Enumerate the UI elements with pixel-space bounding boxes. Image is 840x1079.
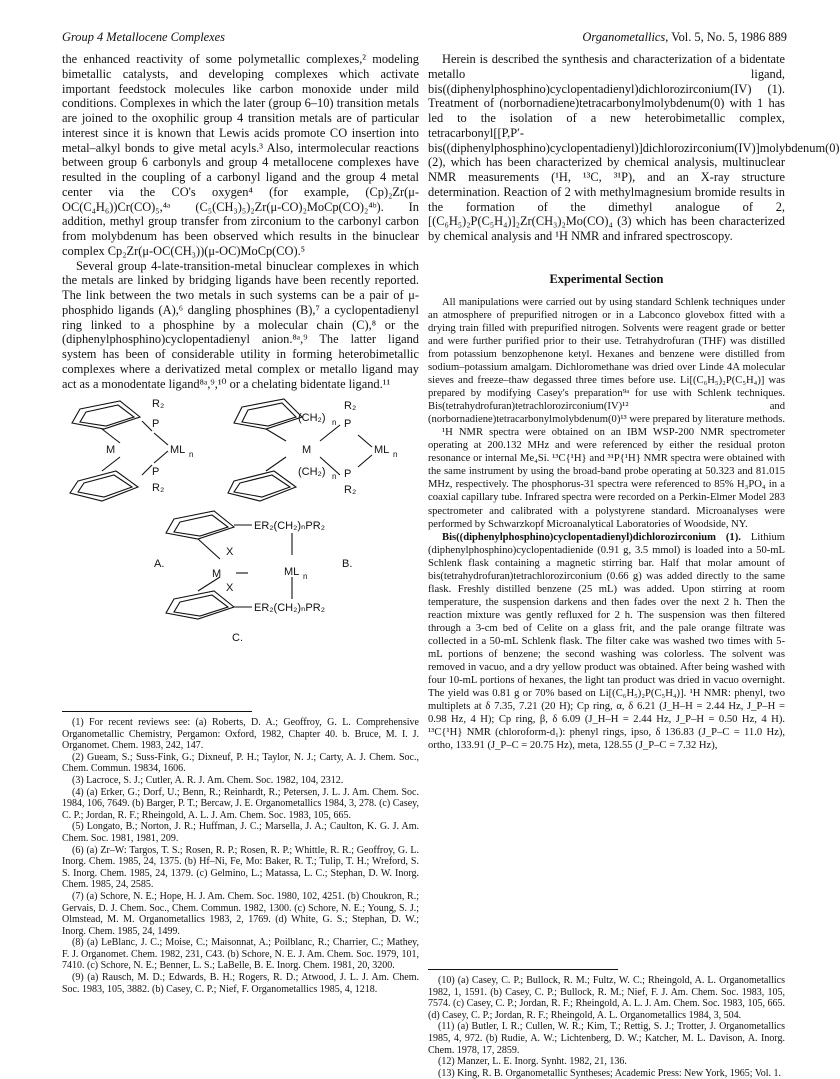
figure-label: n	[303, 572, 308, 581]
footnote: (7) (a) Schore, N. E.; Hope, H. J. Am. Chem. Soc. 1980, 102, 4251. (b) Choukron, R.; Gervais, D. J. Chem. Soc., Chem. Commun. 1982, 1300. (c) Schore, N. E.; Young, S. J.; Olmstead, M. M. Organometallics 1983, 2, 1769. (d) White, G. S.; Stephan, D. W.; Inorg. Chem. 1985, 24, 1499.	[62, 890, 419, 937]
left-footnotes	[62, 702, 419, 995]
footnote: (6) (a) Zr–W: Targos, T. S.; Rosen, R. P.; Rosen, R. P.; Whittle, R. R.; Geoffroy, G. L. Inorg. Chem. 1985, 24, 1375. (b) Hf–Ni, Fe, Mo: Baker, R. T.; Tulip, T. H.; Wreford, S. S. Inorg. Chem. 1985, 24, 1379. (c) Gelmino, L.; Matassa, L. C.; Stephan, D. W. Inorg. Chem. 1985, 24, 2585.	[62, 844, 419, 891]
left-column	[62, 52, 419, 391]
right-footnotes	[428, 960, 785, 1079]
experimental-paragraph-1: All manipulations were carried out by using standard Schlenk techniques under an atmosphere of prepurified nitrogen or in a Labconco glovebox fitted with a drying train filled with prepurified nitrogen. Solvents were reagent grade or better and were further purified prior to their use. Tetrahydrofuran (THF) was distilled from potassium benzophenone ketyl. Hexanes and benzene were distilled from sodium–potassium amalgam. Dichloromethane was dried over Linde 4A molecular sieves and freeze–thaw degassed three times before use. Li[(C₆H₅)₂P(C₅H₄)] was prepared by modifying Casey's preparation⁹ᵃ for use with Schlenk techniques. Bis(tetrahydrofuran)tetrachlorozirconium(IV)¹² and (norbornadiene)tetracarbonylmolybdenum(0)¹³ were prepared by literature methods.	[428, 296, 785, 426]
figure-label: R₂	[152, 482, 165, 494]
intro-paragraph-2: Several group 4-late-transition-metal binuclear complexes in which the metals are linked by bridging ligands have been recently reported. The link between the two metals in such systems can be a pair of μ-phosphido ligands (A),⁶ dangling phosphines (B),⁷ a cyclopentadienyl ring linked to a phosphine by a molecular chain (C),⁸ or the (diphenylphosphino)cyclopentadienyl anion.⁸ᵃ,⁹ The latter ligand system has been of considerable utility in forming heterobimetallic complexes where a derivatized metal complex or metallo ligand may act as a monodentate ligand⁸ᵃ,⁹,¹⁰ or a chelating bidentate ligand.¹¹	[62, 258, 419, 391]
footnote: (3) Lacroce, S. J.; Cutler, A. R. J. Am. Chem. Soc. 1982, 104, 2312.	[72, 774, 344, 786]
structure-figure	[62, 395, 419, 695]
running-header-right	[582, 30, 787, 45]
footnote: (11) (a) Butler, I. R.; Cullen, W. R.; Kim, T.; Rettig, S. J.; Trotter, J. Organometallics 1985, 4, 972. (b) Rudie, A. W.; Lichtenberg, D. W.; Katcher, M. L. Davison, A. Inorg. Chem. 1978, 17, 2859.	[428, 1021, 785, 1056]
figure-label: B.	[342, 558, 353, 570]
footnote: (4) (a) Erker, G.; Dorf, U.; Benn, R.; Reinhardt, R.; Petersen, J. L. J. Am. Chem. Soc. 1984, 106, 7649. (b) Barger, P. T.; Bercaw, J. E. Organometallics 1984, 3, 278. (c) Casey, C. P.; Jordan, R. F.; Rheingold, A. L. J. Am. Chem. Soc. 1983, 105, 665.	[62, 786, 419, 821]
figure-label: M	[212, 568, 222, 580]
figure-label: R₂	[344, 484, 357, 496]
section-heading: Experimental Section	[549, 271, 664, 286]
figure-label: R₂	[344, 400, 357, 412]
figure-label: P	[152, 418, 160, 430]
figure-label: ML	[284, 566, 300, 578]
footnote: (1) For recent reviews see: (a) Roberts, D. A.; Geoffroy, G. L. Comprehensive Organometallic Chemistry, Pergamon: Oxford, 1982, Chapter 40. b. Bruce, M. I. J. Organomet. Chem. 1983, 242, 147.	[62, 717, 419, 752]
figure-label: P	[344, 468, 352, 480]
footnote-rule	[428, 969, 618, 970]
footnote: (8) (a) LeBlanc, J. C.; Moise, C.; Maisonnat, A.; Poilblanc, R.; Charrier, C.; Mathey, F. J. Organomet. Chem. 1982, 231, C43. (b) Schore, N. E. J. Am. Chem. Soc. 1979, 101, 7410. (c) Schore, N. E.; Benner, L. S.; LaBelle, B. E. Inorg. Chem. 1981, 20, 3200.	[62, 937, 419, 972]
footnote: (2) Gueam, S.; Suss-Fink, G.; Dixneuf, P. H.; Taylor, N. J.; Carty, A. J. Chem. Soc., Chem. Commun. 19834, 1606.	[62, 751, 419, 775]
figure-label: P	[344, 418, 352, 430]
procedure-text: Lithium (diphenylphosphino)cyclopentadienide (0.91 g, 3.5 mmol) is loaded into a 50-mL Schlenk flask containing a magnetic stirring bar. Half that molar amount of bis(tetrahydrofuran)tetrachlorozirconium (0.66 g) was added directly to the same flask. Freshly distilled benzene (25 mL) was added. Upon stirring at room temperature, the suspension darkens and then fades over the next 2 h. Then the reaction mixture was gently refluxed for 2 h. The suspension was then filtered through a 3-cm bed of Celite on a glass frit, and the pale orange filtrate was collected in a 50-mL Schlenk flask. The filter cake was washed two times with 5-mL portions of benzene; the second washing was colorless. The solvent was removed in vacuo, and a dry yellow product was obtained. After being washed with four 10-mL portions of hexanes, the light tan product was dried in vacuo overnight. The yield was 0.81 g or 70% based on Li[(C₆H₅)₂P(C₅H₄)]. ¹H NMR: phenyl, two multiplets at δ 7.35, 7.21 (20 H); Cp ring, α, δ 6.21 (J_H–H = 2.44 Hz, J_P–H = 0.98 Hz, 4 H); Cp ring, β, δ 6.09 (J_H–H = 2.44 Hz, J_P–H = 0.50 Hz, 4 H). ¹³C{¹H} NMR (chloroform-d₁): phenyl rings, ipso, δ 136.83 (J_P–C = 11.0 Hz), ortho, 133.91 (J_P–C = 20.75 Hz), meta, 128.55 (J_P–C = 7.32 Hz),	[428, 531, 785, 752]
experimental-paragraph-3	[428, 531, 785, 753]
right-column	[428, 52, 840, 752]
figure-label: X	[226, 582, 234, 594]
figure-label: ER₂(CH₂)ₙPR₂	[254, 520, 325, 532]
figure-label: n	[332, 418, 337, 427]
footnote: (5) Longato, B.; Norton, J. R.; Huffman, J. C.; Marsella, J. A.; Caulton, K. G. J. Am. Chem. Soc. 1981, 1981, 209.	[62, 821, 419, 844]
intro-paragraph-1: the enhanced reactivity of some polymetallic complexes,² modeling bimetallic catalysts, and developing complexes which activate important feedstock molecules like carbon monoxide under mild conditions. Complexes in which the later (group 6–10) transition metals are joined to the oxophilic group 4 transition metals are of particular interest since it is known that Lewis acids promote CO insertion into metal–alkyl bonds to give metal acyls.³ Also, intermolecular reactions between group 6 carbonyls and group 4 metallocene complexes have resulted in the coupling of a carbonyl ligand and the group 4 metal center via the CO's oxygen⁴ (for example, (Cp)₂Zr(μ-OC(C₄H₆))Cr(CO)₅,⁴ᵃ (C₅(CH₃)₅)₂Zr(μ-CO)₂MoCp(CO)₂⁴ᵇ). In addition, methyl group transfer from zirconium to the carbonyl carbon from molybdenum has been observed which results in the binuclear complex Cp₂Zr(μ-OC(CH₃))(μ-OC)MoCp(CO).⁵	[62, 52, 419, 258]
footnote: (13) King, R. B. Organometallic Syntheses; Academic Press: New York, 1965; Vol. 1.	[438, 1067, 782, 1079]
figure-label: n	[332, 472, 337, 481]
footnote: (9) (a) Rausch, M. D.; Edwards, B. H.; Rogers, R. D.; Atwood, J. L. J. Am. Chem. Soc. 1983, 105, 3882. (b) Casey, C. P.; Nief, F. Organometallics 1985, 4, 1218.	[62, 972, 419, 995]
volume-page: , Vol. 5, No. 5, 1986 889	[665, 30, 787, 44]
figure-label: M	[302, 444, 312, 456]
figure-label: C.	[232, 632, 243, 644]
footnote: (12) Manzer, L. E. Inorg. Synht. 1982, 21, 136.	[438, 1056, 627, 1068]
figure-label: P	[152, 466, 160, 478]
figure-label: M	[106, 444, 116, 456]
footnote: (10) (a) Casey, C. P.; Bullock, R. M.; Fultz, W. C.; Rheingold, A. L. Organometallics 1982, 1, 1591. (b) Casey, C. P.; Bullock, R. M.; Nief, F. J. Am. Chem. Soc. 1983, 105, 7574. (c) Casey, C. P.; Jordan, R. F.; Rheingold, A. L. J. Am. Chem. Soc. 1983, 105, 665. (d) Casey, C. P.; Jordan, R. F.; Rheingold, A. L. Organometallics 1984, 3, 504.	[428, 975, 785, 1021]
structure-drawing	[62, 395, 419, 695]
running-header-left: Group 4 Metallocene Complexes	[62, 30, 225, 44]
compound-heading: Bis((diphenylphosphino)cyclopentadienyl)dichlorozirconium (1).	[442, 531, 741, 543]
figure-label: ML	[374, 444, 390, 456]
figure-label: n	[189, 450, 194, 459]
synopsis-paragraph: Herein is described the synthesis and characterization of a bidentate metallo ligand, bis((diphenylphosphino)cyclopentadienyl)dichlorozirconium(IV) (1). Treatment of (norbornadiene)tetracarbonylmolybdenum(0) with 1 has led to the isolation of a new heterobimetallic complex, tetracarbonyl[[P,P′-bis((diphenylphosphino)cyclopentadienyl)]dichlorozirconium(IV)]molybdenum(0) (2), which has been characterized by chemical analysis, multinuclear NMR measurements (¹H, ¹³C, ³¹P), and an X-ray structure determination. Reaction of 2 with methylmagnesium bromide results in the formation of the dimethyl analogue of 2, [(C₆H₅)₂P(C₅H₄)]₂Zr(CH₃)₂Mo(CO)₄ (3) which has been characterized by chemical analysis and ¹H NMR and infrared spectroscopy.	[428, 52, 840, 243]
experimental-paragraph-2: ¹H NMR spectra were obtained on an IBM WSP-200 NMR spectrometer operating at 200.132 MHz and were referenced by either the residual proton resonance or internal Me₄Si. ¹³C{¹H} and ³¹P{¹H} NMR spectra were obtained with the same instrument by using the broad-band probe operating at 50.323 and 81.015 MHz, respectively. The phosphorus-31 spectra were referenced to 85% H₃PO₄ in a coaxial capillary tube. Infrared spectra were recorded on a Perkin-Elmer Model 283 spectrometer and calibrated with a polystyrene standard. Microanalyses were performed by Schwarzkopf Microanalytical Laboratories of Woodside, NY.	[428, 427, 785, 530]
figure-label: ML	[170, 444, 186, 456]
figure-label: ER₂(CH₂)ₙPR₂	[254, 602, 325, 614]
figure-label: X	[226, 546, 234, 558]
figure-label: n	[393, 450, 398, 459]
figure-label: (CH₂)	[298, 412, 326, 424]
figure-label: (CH₂)	[298, 466, 326, 478]
figure-label: R₂	[152, 398, 165, 410]
figure-label: A.	[154, 558, 165, 570]
journal-name: Organometallics	[582, 30, 666, 44]
footnote-rule	[62, 711, 252, 712]
